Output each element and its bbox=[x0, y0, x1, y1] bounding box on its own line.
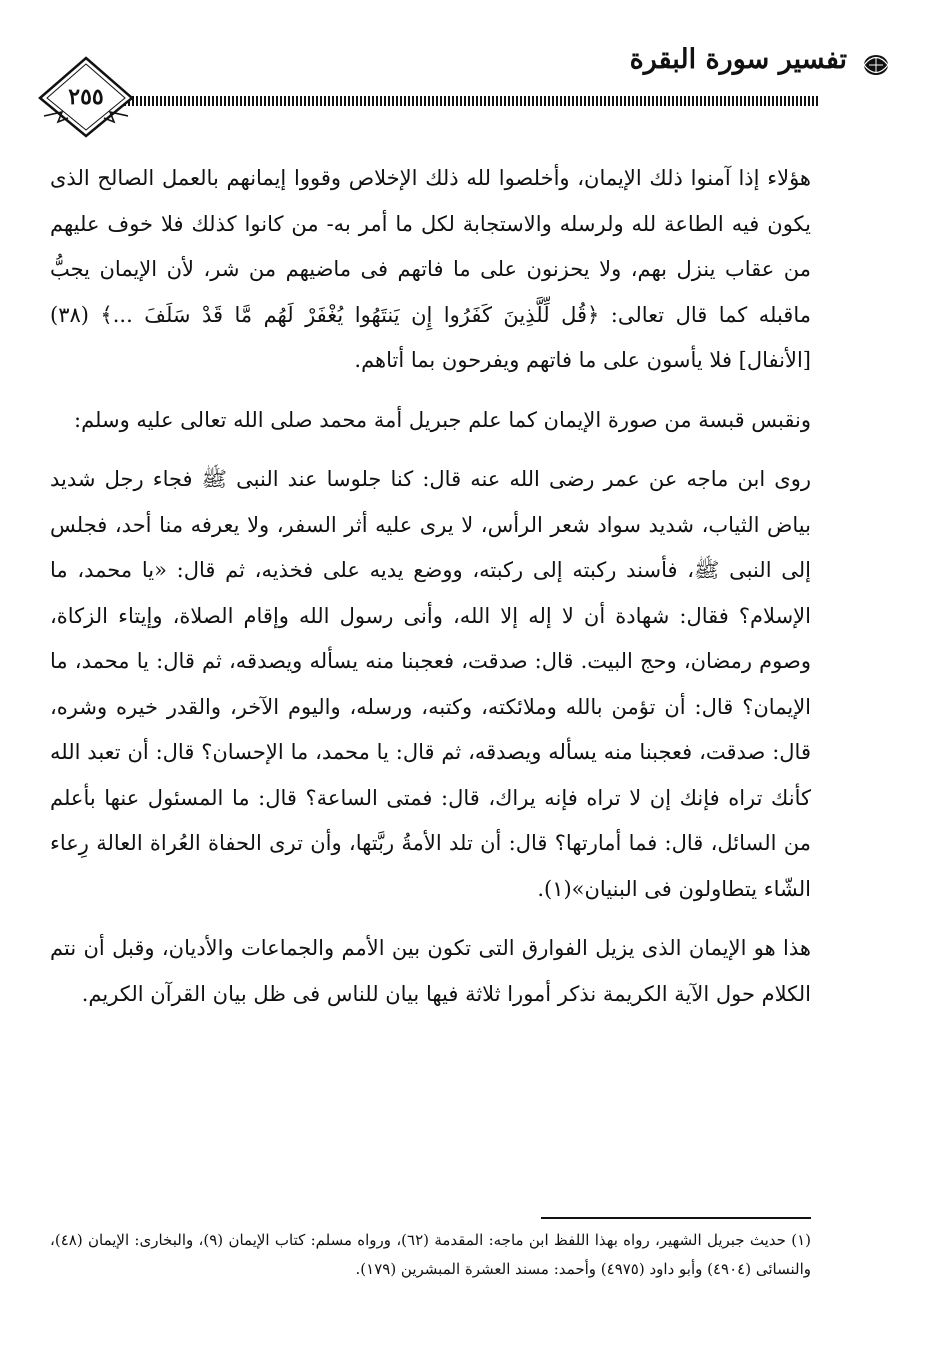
page-number: ٢٥٥ bbox=[68, 84, 104, 110]
paragraph-2: ونقبس قبسة من صورة الإيمان كما علم جبريل أمة محمد صلى الله تعالى عليه وسلم: bbox=[74, 407, 811, 432]
paragraph-1: هؤلاء إذا آمنوا ذلك الإيمان، وأخلصوا لله ذلك الإخلاص وقووا إيمانهم بالعمل الصالح الذى يكون فيه الطاعة لله ولرسله والاستجابة لكل ما أمر به- من كانوا كذلك فلا خوف عليهم من عقاب ينزل بهم، ولا يحزنون على ما فاتهم فى ماضيهم من شر، لأن الإيمان يجبُّ ماقبله كما قال تعالى: ﴿قُل لِّلَّذِينَ كَفَرُوا إِن يَنتَهُوا يُغْفَرْ لَهُم مَّا قَدْ سَلَفَ ...﴾ (٣٨) [الأنفال] فلا يأسون على ما فاتهم ويفرحون بما أتاهم. bbox=[50, 166, 811, 372]
footnote-separator bbox=[541, 1217, 811, 1219]
header-ornament-icon bbox=[861, 52, 891, 78]
footnote-1: (١) حديث جبريل الشهير، رواه بهذا اللفظ ابن ماجه: المقدمة (٦٢)، ورواه مسلم: كتاب الإيمان (٩)، والبخارى: الإيمان (٤٨)، والنسائى (٤٩٠٤) وأبو داود (٤٩٧٥) وأحمد: مسند العشرة المبشرين (١٧٩). bbox=[50, 1231, 812, 1278]
header-rule bbox=[124, 96, 819, 106]
running-header-title: تفسير سورة البقرة bbox=[629, 44, 847, 75]
paragraph-4: هذا هو الإيمان الذى يزيل الفوارق التى تكون بين الأمم والجماعات والأديان، وقبل أن نتم الكلام حول الآية الكريمة نذكر أمورا ثلاثة فيها بيان للناس فى ظل بيان القرآن الكريم. bbox=[50, 936, 811, 1006]
footnotes bbox=[50, 1226, 811, 1284]
main-text bbox=[50, 156, 811, 1017]
paragraph-3: روى ابن ماجه عن عمر رضى الله عنه قال: كنا جلوسا عند النبى ﷺ فجاء رجل شديد بياض الثياب، شديد سواد شعر الرأس، لا يرى عليه أثر السفر، ولا يعرفه منا أحد، فجلس إلى النبى ﷺ، فأسند ركبته إلى ركبته، ووضع يديه على فخذيه، ثم قال: «يا محمد، ما الإسلام؟ فقال: شهادة أن لا إله إلا الله، وأنى رسول الله وإقام الصلاة، وإيتاء الزكاة، وصوم رمضان، وحج البيت. قال: صدقت، فعجبنا منه يسأله ويصدقه، ثم قال: يا محمد، ما الإيمان؟ قال: أن تؤمن بالله وملائكته، وكتبه، ورسله، واليوم الآخر، والقدر خيره وشره، قال: صدقت، فعجبنا منه يسأله ويصدقه، ثم قال: يا محمد، ما الإحسان؟ قال: أن تعبد الله كأنك تراه فإنك إن لا تراه فإنه يراك، قال: فمتى الساعة؟ قال: ما المسئول عنها بأعلم من السائل، قال: فما أمارتها؟ قال: أن تلد الأمةُ ربَّتها، وأن ترى الحفاة العُراة العالة رِعاء الشّاء يتطاولون فى البنيان»(١). bbox=[50, 467, 811, 901]
